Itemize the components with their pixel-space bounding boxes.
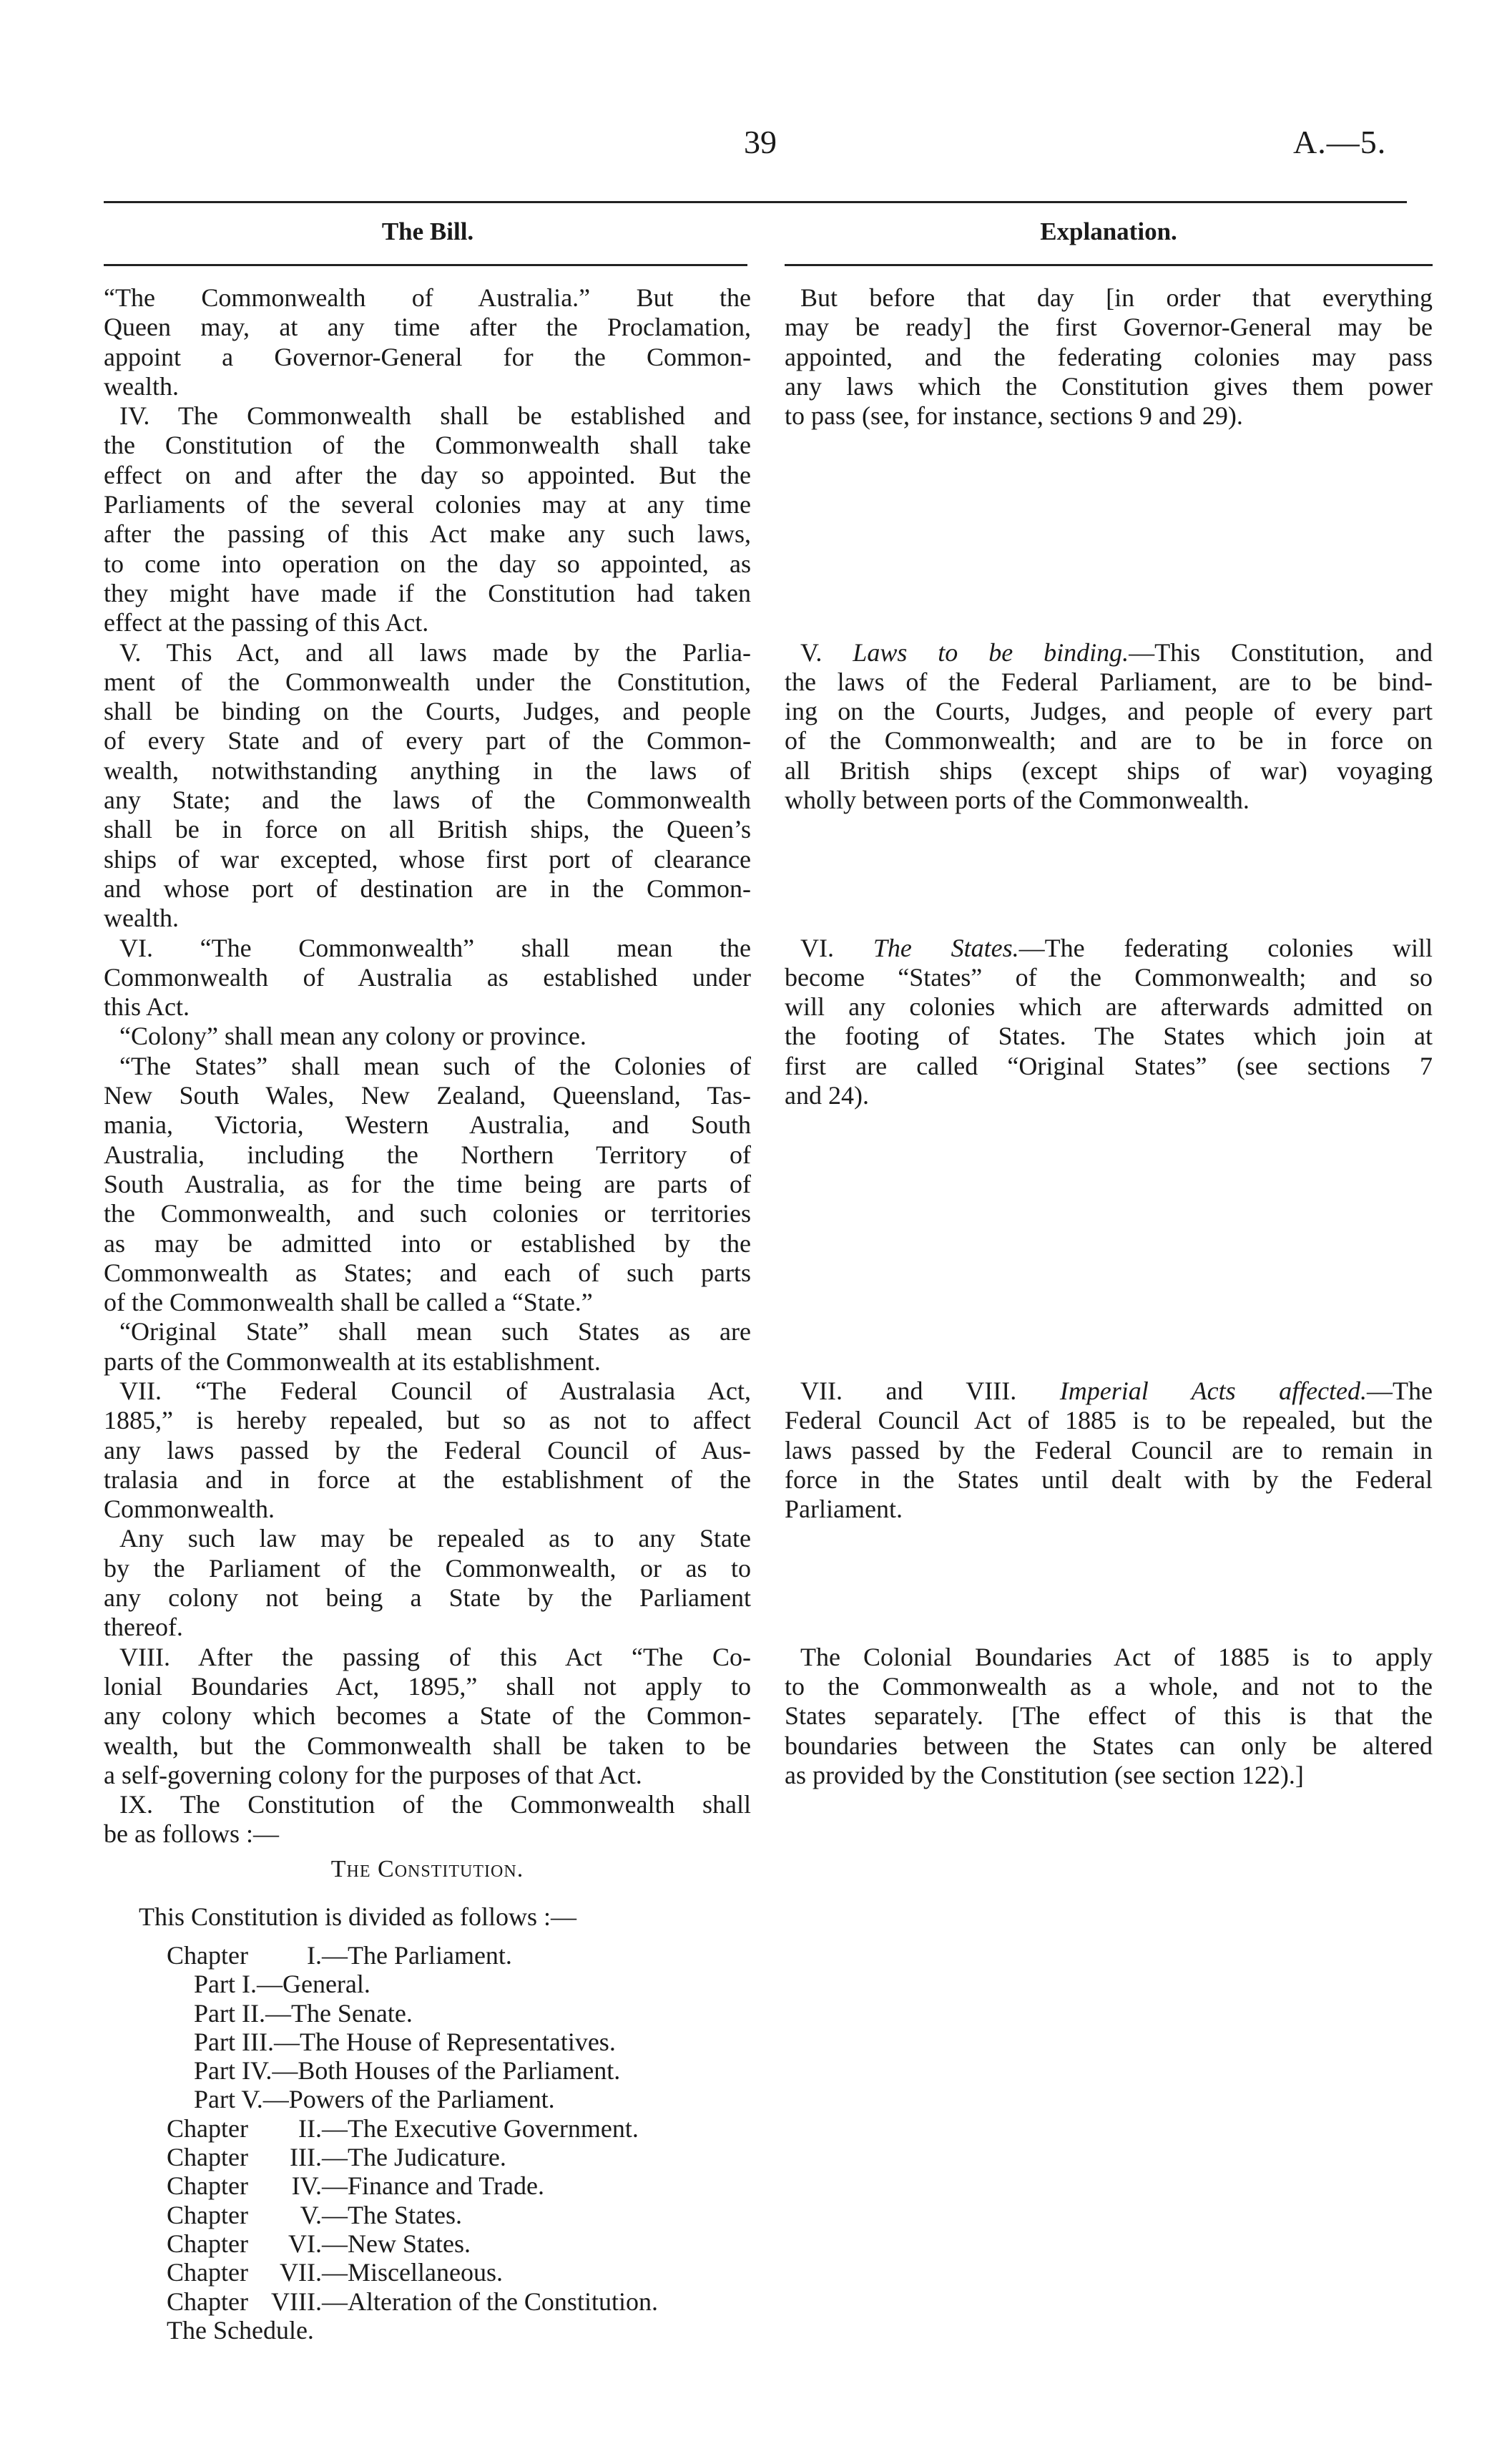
text-line: parts of the Commonwealth at its establishment.: [104, 1346, 601, 1376]
text-line: New South Wales, New Zealand, Queensland, Tas-: [104, 1081, 751, 1110]
text-line: [785, 1022, 1433, 1051]
text-line: a self-governing colony for the purposes of that Act.: [104, 1760, 642, 1789]
text-line: [785, 756, 1433, 786]
toc-part: Part II.—The Senate.: [194, 1998, 413, 2028]
bill-paragraph: [104, 401, 751, 637]
text-segment: may be ready] the first Governor-General may be: [785, 313, 1433, 342]
text-line: Australia, including the Northern Territory of: [104, 1140, 751, 1169]
text-line: any colony not being a State by the Parliament: [104, 1583, 751, 1613]
text-line: ships of war excepted, whose first port of clearance: [104, 844, 751, 874]
text-segment: as provided by the Constitution (see section 122).]: [785, 1760, 1304, 1789]
text-line: to come into operation on the day so appointed, as: [104, 549, 751, 578]
text-line: effect at the passing of this Act.: [104, 608, 429, 637]
text-segment: to the Commonwealth as a whole, and not to the: [785, 1672, 1433, 1701]
text-segment: the laws of the Federal Parliament, are to be bind-: [785, 667, 1433, 696]
text-line: of the Commonwealth shall be called a “State.”: [104, 1288, 593, 1317]
text-line: appoint a Governor-General for the Common-: [104, 342, 751, 371]
text-line: IV. The Commonwealth shall be established and: [119, 401, 751, 431]
text-line: thereof.: [104, 1613, 183, 1642]
chapter-title: —Alteration of the Constitution.: [322, 2287, 658, 2316]
bill-paragraph: [104, 1643, 751, 1790]
text-line: any State; and the laws of the Commonwealth: [104, 786, 751, 815]
toc-chapter: [167, 1941, 658, 1970]
text-line: and whose port of destination are in the Common-: [104, 874, 751, 903]
toc-part: Part IV.—Both Houses of the Parliament.: [194, 2056, 621, 2086]
text-line: [785, 638, 1433, 668]
constitution-intro: This Constitution is divided as follows :—: [139, 1902, 577, 1931]
chapter-label: Chapter: [167, 2113, 248, 2143]
text-line: [785, 668, 1433, 697]
text-line: [785, 1052, 1433, 1081]
toc-chapter: [167, 2229, 658, 2258]
text-line: [785, 1672, 1433, 1701]
text-line: “Colony” shall mean any colony or province.: [119, 1022, 586, 1051]
text-line: [785, 1436, 1433, 1465]
text-line: lonial Boundaries Act, 1895,” shall not apply to: [104, 1671, 751, 1701]
italic-heading: The States.: [873, 933, 1019, 962]
text-line: [785, 401, 1433, 431]
bill-column-title: The Bill.: [381, 217, 474, 245]
text-segment: laws passed by the Federal Council are to remain in: [785, 1435, 1433, 1465]
text-segment: VI.: [800, 933, 873, 962]
text-segment: of the Commonwealth; and are to be in force on: [785, 726, 1433, 756]
toc-part: Part I.—General.: [194, 1970, 370, 1999]
text-line: wealth.: [104, 904, 179, 933]
toc-chapter: [167, 2143, 658, 2171]
text-line: they might have made if the Constitution had taken: [104, 578, 751, 607]
bill-paragraph: [104, 1377, 751, 1524]
bill-paragraph: [104, 1524, 751, 1642]
bill-paragraph: [104, 1790, 751, 1849]
toc-chapter: [167, 2258, 658, 2287]
explanation-column-title: Explanation.: [1040, 217, 1177, 245]
text-line: [785, 372, 1433, 401]
chapter-title: —New States.: [322, 2229, 471, 2258]
explanation-paragraph: [785, 638, 1433, 816]
text-line: ment of the Commonwealth under the Constitution,: [104, 667, 751, 696]
text-line: [785, 283, 1433, 313]
toc-part: Part V.—Powers of the Parliament.: [194, 2085, 555, 2114]
text-line: [785, 313, 1433, 342]
text-line: 1885,” is hereby repealed, but so as not to affect: [104, 1406, 751, 1435]
text-line: V. This Act, and all laws made by the Parlia-: [119, 637, 751, 667]
text-line: [785, 343, 1433, 372]
text-line: [785, 726, 1433, 756]
toc-chapter: [167, 2171, 658, 2200]
text-segment: wholly between ports of the Commonwealth.: [785, 786, 1250, 815]
text-segment: to pass (see, for instance, sections 9 and 29).: [785, 401, 1243, 431]
text-segment: ing on the Courts, Judges, and people of every part: [785, 697, 1433, 726]
text-line: Queen may, at any time after the Proclamation,: [104, 313, 751, 342]
text-line: Any such law may be repealed as to any State: [119, 1524, 751, 1553]
text-line: VIII. After the passing of this Act “The Co-: [119, 1642, 751, 1671]
text-line: Commonwealth of Australia as established under: [104, 962, 751, 992]
explanation-title-rule: [785, 264, 1433, 266]
bill-paragraph: [104, 283, 751, 401]
text-line: [785, 1761, 1433, 1790]
bill-paragraph: [104, 1317, 751, 1377]
text-segment: all British ships (except ships of war) voyaging: [785, 756, 1433, 785]
text-line: by the Parliament of the Commonwealth, or as to: [104, 1553, 751, 1583]
text-line: “Original State” shall mean such States as are: [119, 1317, 751, 1346]
text-segment: will any colonies which are afterwards admitted on: [785, 992, 1433, 1022]
text-line: effect on and after the day so appointed. But the: [104, 460, 751, 489]
toc-chapter: [167, 2201, 658, 2229]
bill-paragraph: [104, 638, 751, 934]
text-line: shall be in force on all British ships, the Queen’s: [104, 815, 751, 844]
document-reference: A.—5.: [1293, 124, 1387, 160]
text-segment: But before that day [in order that everything: [800, 283, 1433, 312]
chapter-number: VIII.: [271, 2287, 322, 2316]
chapter-number: V.: [300, 2200, 322, 2229]
constitution-contents: [167, 1941, 658, 2345]
bill-paragraph: [104, 1022, 751, 1051]
text-line: be as follows :—: [104, 1819, 279, 1849]
text-line: [785, 992, 1433, 1022]
explanation-paragraph: [785, 934, 1433, 1111]
text-segment: boundaries between the States can only be altered: [785, 1731, 1433, 1760]
text-segment: become “States” of the Commonwealth; and so: [785, 962, 1433, 992]
text-line: as may be admitted into or established by the: [104, 1228, 751, 1258]
text-line: any colony which becomes a State of the Common-: [104, 1701, 751, 1731]
text-line: wealth, but the Commonwealth shall be taken to be: [104, 1731, 751, 1760]
text-line: Commonwealth.: [104, 1495, 275, 1524]
text-segment: —The federating colonies will: [1018, 933, 1433, 962]
chapter-number: VII.: [280, 2258, 322, 2287]
text-line: Commonwealth as States; and each of such parts: [104, 1258, 751, 1287]
chapter-title: —Miscellaneous.: [322, 2258, 503, 2287]
text-line: [785, 934, 1433, 963]
text-segment: Federal Council Act of 1885 is to be repealed, but the: [785, 1406, 1433, 1435]
text-segment: The Colonial Boundaries Act of 1885 is to apply: [800, 1642, 1433, 1671]
chapter-number: IV.: [291, 2171, 322, 2201]
text-line: shall be binding on the Courts, Judges, and people: [104, 697, 751, 726]
text-segment: Parliament.: [785, 1495, 903, 1524]
text-line: IX. The Constitution of the Commonwealth shall: [119, 1790, 751, 1819]
chapter-label: Chapter: [167, 2171, 248, 2201]
bill-paragraph: [104, 1052, 751, 1318]
text-line: [785, 963, 1433, 992]
text-segment: first are called “Original States” (see sections 7: [785, 1051, 1433, 1080]
chapter-number: I.: [307, 1941, 322, 1970]
text-line: [785, 1731, 1433, 1761]
bill-title-rule: [104, 264, 747, 266]
text-line: [785, 1377, 1433, 1406]
text-line: wealth.: [104, 371, 179, 401]
text-line: [785, 786, 1433, 815]
text-segment: force in the States until dealt with by the Federal: [785, 1465, 1433, 1494]
toc-chapter: [167, 2287, 658, 2316]
text-segment: appointed, and the federating colonies may pass: [785, 342, 1433, 371]
text-line: tralasia and in force at the establishment of the: [104, 1465, 751, 1494]
chapter-number: II.: [298, 2113, 322, 2143]
toc-chapter: [167, 2114, 658, 2143]
chapter-title: —Finance and Trade.: [322, 2171, 544, 2201]
chapter-number: VI.: [288, 2229, 322, 2258]
top-rule: [104, 201, 1407, 203]
italic-heading: Laws to be binding.: [853, 637, 1129, 667]
chapter-title: —The States.: [322, 2200, 462, 2229]
text-line: [785, 1081, 1433, 1110]
text-line: “The Commonwealth of Australia.” But the: [104, 283, 751, 312]
chapter-number: III.: [290, 2143, 322, 2172]
text-line: mania, Victoria, Western Australia, and South: [104, 1110, 751, 1140]
text-segment: VII. and VIII.: [800, 1377, 1060, 1406]
text-segment: any laws which the Constitution gives them power: [785, 371, 1433, 401]
page-number: 39: [744, 124, 777, 160]
text-line: VI. “The Commonwealth” shall mean the: [119, 933, 751, 962]
chapter-label: Chapter: [167, 2200, 248, 2229]
bill-text-column: [104, 283, 751, 1849]
text-line: this Act.: [104, 992, 190, 1022]
text-line: of every State and of every part of the Common-: [104, 726, 751, 756]
text-line: South Australia, as for the time being are parts of: [104, 1169, 751, 1198]
chapter-label: Chapter: [167, 2143, 248, 2172]
italic-heading: Imperial Acts affected.: [1059, 1377, 1368, 1406]
bill-paragraph: [104, 934, 751, 1022]
text-segment: V.: [800, 637, 853, 667]
text-line: wealth, notwithstanding anything in the laws of: [104, 756, 751, 785]
text-line: [785, 1465, 1433, 1495]
explanation-paragraph: [785, 1377, 1433, 1524]
text-segment: and 24).: [785, 1081, 869, 1110]
text-line: VII. “The Federal Council of Australasia Act,: [119, 1376, 751, 1405]
explanation-paragraph: [785, 1643, 1433, 1790]
text-line: any laws passed by the Federal Council of Aus-: [104, 1435, 751, 1465]
text-segment: States separately. [The effect of this is that the: [785, 1701, 1433, 1731]
chapter-title: —The Judicature.: [322, 2143, 506, 2172]
chapter-label: Chapter: [167, 2258, 248, 2287]
text-line: [785, 697, 1433, 726]
text-line: “The States” shall mean such of the Colonies of: [119, 1051, 751, 1080]
toc-part: Part III.—The House of Representatives.: [194, 2027, 616, 2056]
chapter-label: Chapter: [167, 2287, 248, 2316]
text-line: [785, 1406, 1433, 1435]
chapter-label: Chapter: [167, 2229, 248, 2258]
text-segment: —This Constitution, and: [1129, 637, 1433, 667]
text-segment: —The: [1367, 1377, 1433, 1406]
text-line: the Commonwealth, and such colonies or territories: [104, 1199, 751, 1228]
text-line: [785, 1643, 1433, 1672]
text-line: the Constitution of the Commonwealth shall take: [104, 431, 751, 460]
text-line: after the passing of this Act make any such laws,: [104, 519, 751, 549]
chapter-title: —The Executive Government.: [322, 2113, 639, 2143]
text-line: Parliaments of the several colonies may at any time: [104, 490, 751, 519]
chapter-title: —The Parliament.: [322, 1941, 512, 1970]
text-line: [785, 1495, 1433, 1524]
toc-schedule: The Schedule.: [167, 2315, 314, 2345]
text-segment: the footing of States. The States which join at: [785, 1022, 1433, 1051]
text-line: [785, 1701, 1433, 1731]
chapter-label: Chapter: [167, 1941, 248, 1970]
constitution-heading: The Constitution.: [330, 1856, 524, 1882]
explanation-paragraph: [785, 283, 1433, 431]
